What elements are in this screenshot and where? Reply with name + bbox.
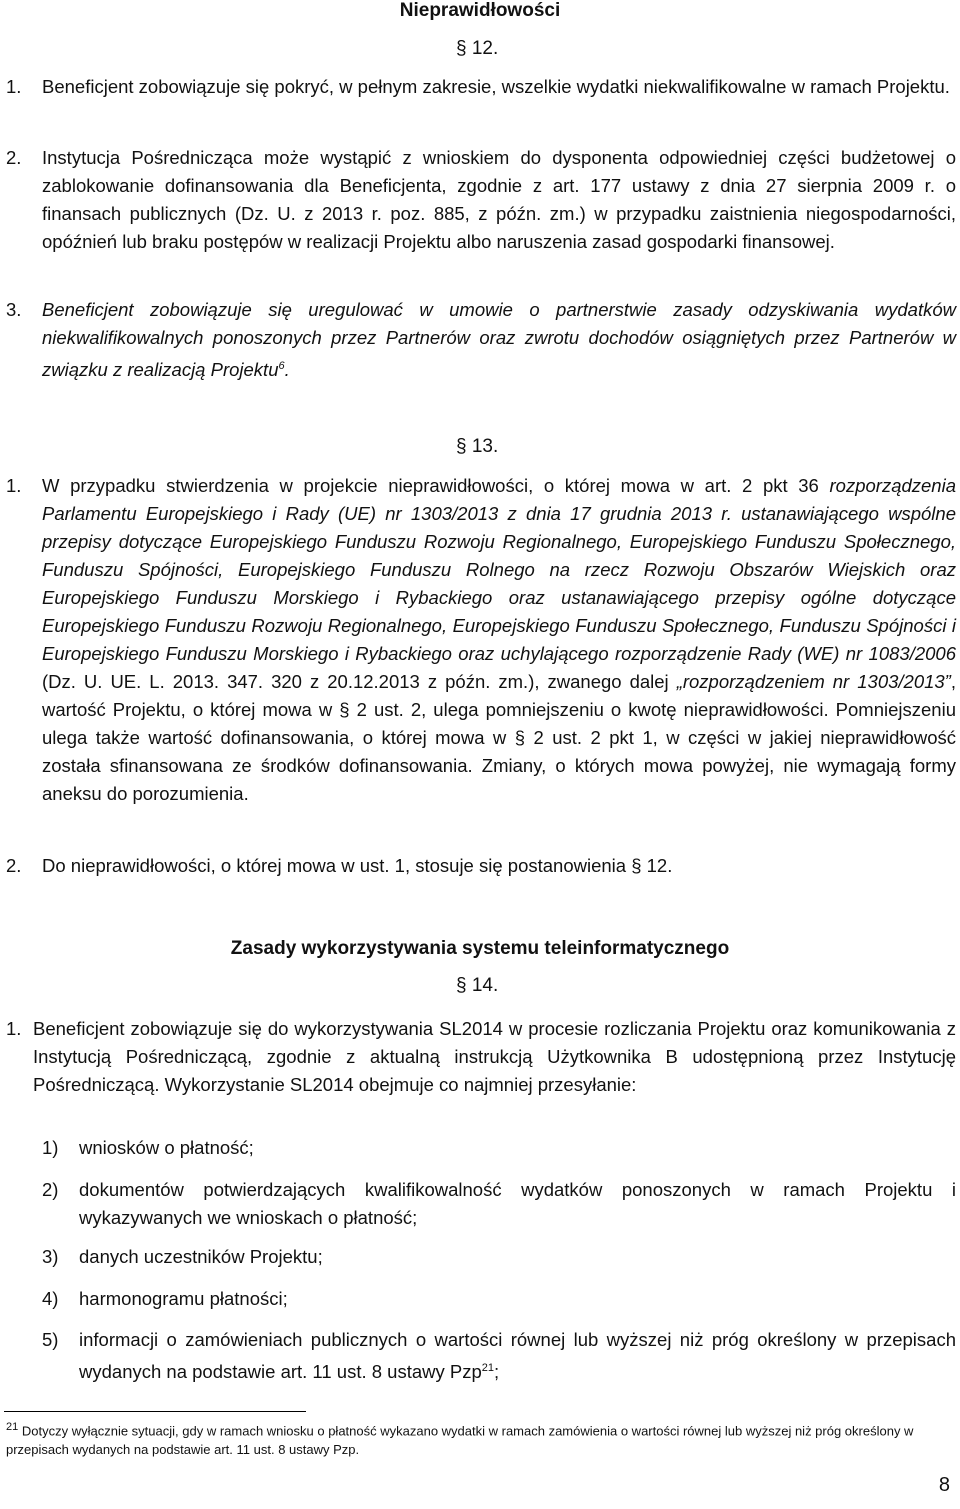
section-heading-it-system: Zasady wykorzystywania systemu teleinformatycznego	[230, 938, 730, 959]
list-item-4-text: harmonogramu płatności;	[79, 1288, 288, 1309]
s12-item3-text: Beneficjent zobowiązuje się uregulować w umowie o partnerstwie zasady odzyskiwania wydatków niekwalifikowalnych ponoszonych przez Partnerów oraz zwrotu dochodów osiągniętych przez Partnerów w związku z realizacją Projektu$^6$.	[42, 299, 956, 381]
footnote-text: Dotyczy wyłącznie sytuacji, gdy w ramach wniosku o płatność wykazano wydatki w ramach zamówienia o wartości równej lub wyższej niż próg określony w przepisach wydanych na podstawie art. 11 ust. 8 ustawy Pzp.	[6, 1423, 914, 1458]
s12-item1-number: 1.	[6, 76, 22, 97]
regulation-citation: rozporządzenia Parlamentu Europejskiego i Rady (UE) nr 1303/2013 z dnia 17 grudnia 2013 r. ustanawiającego wspólne przepisy dotyczące Europejskiego Funduszu Rozwoju Regionalnego, Europejskiego Funduszu Społecznego, Funduszu Spójności, Europejskiego Funduszu Rolnego na rzecz Rozwoju Obszarów Wiejskich oraz Europejskiego Funduszu Morskiego i Rybackiego oraz ustanawiającego przepisy ogólne dotyczące Europejskiego Funduszu Rozwoju Regionalnego, Europejskiego Funduszu Społecznego, Funduszu Spójności i Europejskiego Funduszu Morskiego i Rybackiego oraz uchylającego rozporządzenie Rady (WE) nr 1083/2006	[42, 475, 956, 664]
s12-item3-number: 3.	[6, 299, 22, 320]
s14-item1-number: 1.	[6, 1018, 22, 1039]
footnote-ref-21: 21	[481, 1362, 495, 1374]
footnote-mark: 21	[6, 1421, 19, 1433]
list-item-2-text: dokumentów potwierdzających kwalifikowalność wydatków ponoszonych w ramach Projektu i wykazywanych we wnioskach o płatność;	[79, 1179, 956, 1228]
footnote-21	[6, 1418, 956, 1459]
s12-item2-text: Instytucja Pośrednicząca może wystąpić z wnioskiem do dysponenta odpowiedniej części budżetowej o zablokowanie dofinansowania dla Beneficjenta, zgodnie z art. 177 ustawy z dnia 27 sierpnia 2009 r. o finansach publicznych (Dz. U. z 2013 r. poz. 885, z późn. zm.) w przypadku zaistnienia niegospodarności, opóźnień lub braku postępów w realizacji Projektu albo naruszenia zasad gospodarki finansowej.	[42, 147, 956, 252]
paragraph-12-label: § 12.	[456, 38, 499, 59]
regulation-short-name: „rozporządzeniem nr 1303/2013”	[676, 671, 951, 692]
s13-item2-text: Do nieprawidłowości, o której mowa w ust. 1, stosuje się postanowienia § 12.	[42, 855, 673, 876]
section-heading-irregularities: Nieprawidłowości	[399, 0, 561, 21]
s12-item1-text: Beneficjent zobowiązuje się pokryć, w pełnym zakresie, wszelkie wydatki niekwalifikowalne w ramach Projektu.	[42, 76, 950, 97]
footnote-separator	[4, 1411, 306, 1412]
footnote-ref-6: 6	[278, 360, 285, 372]
s13-item1-text: W przypadku stwierdzenia w projekcie nieprawidłowości, o której mowa w art. 2 pkt 36 rozporządzenia Parlamentu Europejskiego i Rady (UE) nr 1303/2013 z dnia 17 grudnia 2013 r. ustanawiającego wspólne przepisy dotyczące Europejskiego Funduszu Rozwoju Regionalnego, Europejskiego Funduszu Społecznego, Funduszu Spójności, Europejskiego Funduszu Rolnego na rzecz Rozwoju Obszarów Wiejskich oraz Europejskiego Funduszu Morskiego i Rybackiego oraz ustanawiającego przepisy ogólne dotyczące Europejskiego Funduszu Rozwoju Regionalnego, Europejskiego Funduszu Społecznego, Funduszu Spójności i Europejskiego Funduszu Morskiego i Rybackiego oraz uchylającego rozporządzenie Rady (WE) nr 1083/2006 (Dz. U. UE. L. 2013. 347. 320 z 20.12.2013 z późn. zm.), zwanego dalej „rozporządzeniem nr 1303/2013”, wartość Projektu, o której mowa w § 2 ust. 2, ulega pomniejszeniu o kwotę nieprawidłowości. Pomniejszeniu ulega także wartość dofinansowania, o której mowa w § 2 ust. 2 pkt 1, w części w jakiej nieprawidłowość została sfinansowana ze środków dofinansowania. Zmiany, o których mowa powyżej, nie wymagają formy aneksu do porozumienia.	[42, 475, 956, 804]
list-item-4-number: 4)	[42, 1288, 59, 1309]
s13-item2-number: 2.	[6, 855, 22, 876]
page-number: 8	[938, 1474, 950, 1496]
list-item-2-number: 2)	[42, 1179, 59, 1200]
list-item-5-number: 5)	[42, 1329, 59, 1350]
paragraph-14-label: § 14.	[456, 975, 499, 996]
list-item-3-text: danych uczestników Projektu;	[79, 1246, 323, 1267]
s14-item1-text: Beneficjent zobowiązuje się do wykorzystywania SL2014 w procesie rozliczania Projektu oraz komunikowania z Instytucją Pośredniczącą, zgodnie z aktualną instrukcją Użytkownika B udostępnioną przez Instytucję Pośredniczącą. Wykorzystanie SL2014 obejmuje co najmniej przesyłanie:	[33, 1018, 956, 1095]
list-item-3-number: 3)	[42, 1246, 59, 1267]
s12-item2-number: 2.	[6, 147, 22, 168]
list-item-1-number: 1)	[42, 1137, 59, 1158]
s13-item1-number: 1.	[6, 475, 22, 496]
list-item-1-text: wniosków o płatność;	[79, 1137, 254, 1158]
paragraph-13-label: § 13.	[456, 436, 499, 457]
list-item-5-text: informacji o zamówieniach publicznych o wartości równej lub wyższej niż próg określony w przepisach wydanych na podstawie art. 11 ust. 8 ustawy Pzp$^{21}$;	[79, 1329, 956, 1383]
